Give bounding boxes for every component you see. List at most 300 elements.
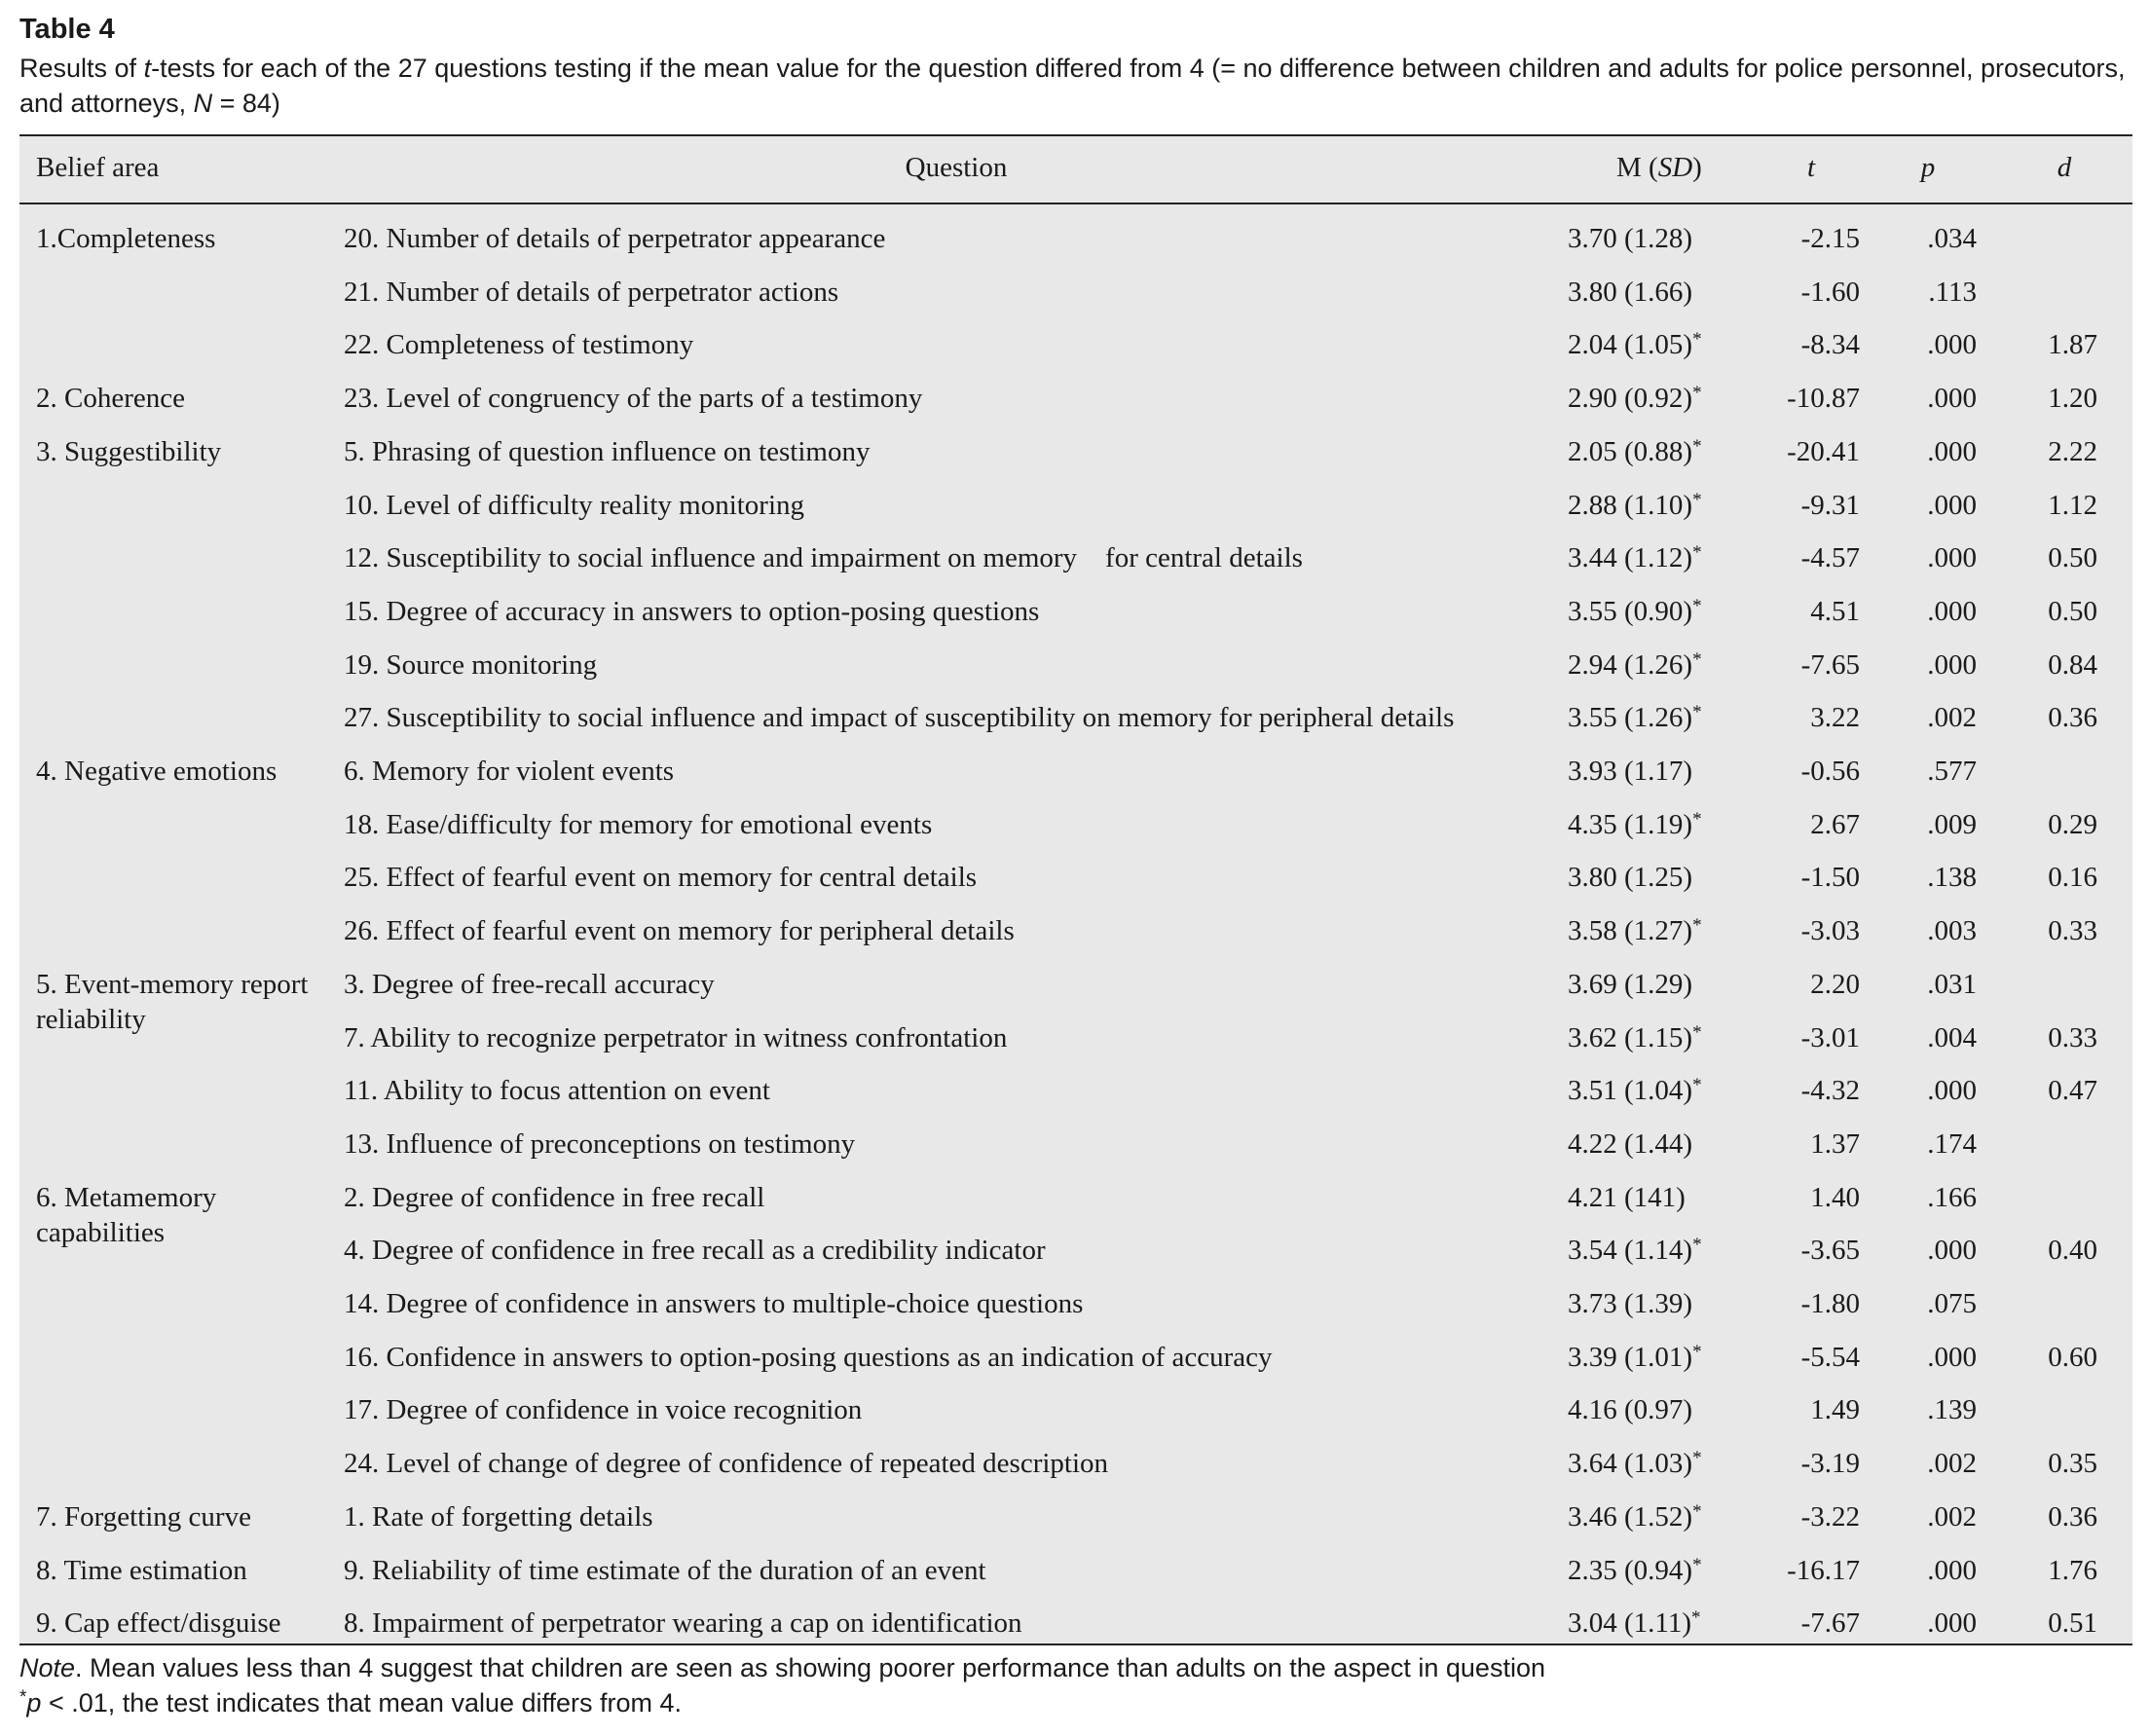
table-row [19, 376, 2132, 429]
caption-text-3: = 84) [212, 89, 280, 118]
question-cell-text: 15. Degree of accuracy in answers to option-posing questions [344, 595, 1040, 627]
significance-star: * [1692, 808, 1702, 830]
question-cell [344, 1127, 855, 1162]
p-value-cell [1899, 1073, 1977, 1108]
question-cell-text: 18. Ease/difficulty for memory for emotional events [344, 808, 933, 840]
mean-sd-cell [1568, 381, 1702, 416]
d-value-cell [2016, 1553, 2097, 1588]
p-value-cell-text: .000 [1927, 329, 1977, 361]
table-row [19, 643, 2132, 696]
note-line-2 [19, 1685, 1545, 1720]
question-cell [344, 700, 1454, 735]
question-cell [344, 1392, 862, 1427]
table-row [19, 1441, 2132, 1495]
table-header [19, 136, 2132, 204]
question-cell [344, 967, 715, 1002]
mean-sd-cell [1568, 221, 1692, 256]
question-cell [344, 1180, 764, 1215]
t-value-cell [1733, 860, 1860, 895]
table-row [19, 1068, 2132, 1122]
p-value-cell [1899, 540, 1977, 575]
question-cell [344, 540, 1303, 575]
t-value-cell [1733, 434, 1860, 469]
mean-sd-cell [1568, 488, 1702, 523]
belief-area-cell-text: 9. Cap effect/disguise [36, 1607, 281, 1640]
p-value-cell-text: .174 [1927, 1127, 1977, 1160]
header-p-label: p [1920, 152, 1936, 183]
mean-sd-cell-text: 2.88 (1.10) [1568, 489, 1693, 521]
question-cell-text: 14. Degree of confidence in answers to multiple-choice questions [344, 1288, 1084, 1319]
p-value-cell [1899, 700, 1977, 735]
question-cell-text: 13. Influence of preconceptions on testimony [344, 1127, 856, 1160]
t-value-cell [1733, 327, 1860, 362]
p-value-cell [1899, 488, 1977, 523]
belief-area-cell-text: 3. Suggestibility [36, 435, 222, 467]
belief-area-cell [36, 1553, 328, 1588]
question-cell-text: 19. Source monitoring [344, 648, 598, 681]
question-cell [344, 381, 922, 416]
d-value-cell [2016, 1606, 2097, 1641]
mean-sd-cell [1568, 434, 1702, 469]
mean-sd-cell [1568, 1233, 1702, 1268]
mean-sd-cell [1568, 1553, 1702, 1588]
d-value-cell-text: 0.50 [2048, 542, 2097, 574]
p-value-cell [1899, 327, 1977, 362]
table-row [19, 1335, 2132, 1388]
t-value-cell-text: -9.31 [1800, 489, 1860, 521]
table-row [19, 1175, 2132, 1248]
t-value-cell [1733, 1392, 1860, 1427]
mean-sd-cell [1568, 540, 1702, 575]
t-value-cell [1733, 1233, 1860, 1268]
d-value-cell-text: 0.16 [2048, 862, 2097, 894]
p-value-cell-text: .000 [1927, 435, 1977, 467]
t-value-cell-text: -16.17 [1787, 1554, 1860, 1586]
d-value-cell-text: 0.50 [2048, 595, 2097, 627]
belief-area-cell [36, 221, 328, 256]
caption-text-1: Results of [19, 54, 144, 83]
mean-sd-cell [1568, 1606, 1701, 1641]
belief-area-cell [36, 754, 328, 789]
p-value-cell [1899, 647, 1977, 683]
table-row [19, 322, 2132, 376]
t-value-cell-text: -3.22 [1800, 1500, 1860, 1533]
t-value-cell-text: -10.87 [1787, 383, 1860, 415]
note-star: * [19, 1687, 27, 1708]
p-value-cell [1899, 1392, 1977, 1427]
t-value-cell-text: 2.67 [1810, 808, 1860, 840]
table-row [19, 1387, 2132, 1441]
header-belief-area: Belief area [36, 152, 160, 183]
question-cell-text: 26. Effect of fearful event on memory for peripheral details [344, 915, 1015, 947]
p-value-cell-text: .000 [1927, 383, 1977, 415]
mean-sd-cell-text: 3.58 (1.27) [1568, 915, 1693, 947]
p-value-cell [1899, 1340, 1977, 1375]
question-cell-text: 12. Susceptibility to social influence and impairment on memory for central details [344, 542, 1303, 574]
p-value-cell-text: .002 [1927, 702, 1977, 734]
question-cell-text: 24. Level of change of degree of confidence of repeated description [344, 1448, 1109, 1480]
d-value-cell [2016, 594, 2097, 629]
table-label: Table 4 [19, 14, 115, 45]
d-value-cell [2016, 1020, 2097, 1055]
header-p [1909, 150, 1947, 185]
t-value-cell [1733, 754, 1860, 789]
d-value-cell [2016, 913, 2097, 948]
d-value-cell [2016, 807, 2097, 842]
d-value-cell-text: 0.33 [2048, 1021, 2097, 1053]
d-value-cell-text: 0.36 [2048, 702, 2097, 734]
table-row [19, 855, 2132, 908]
note-p-italic: p [26, 1688, 42, 1718]
question-cell-text: 4. Degree of confidence in free recall as a credibility indicator [344, 1235, 1046, 1267]
header-t-label: t [1806, 152, 1816, 183]
mean-sd-cell [1568, 1446, 1702, 1481]
question-cell [344, 1286, 1083, 1321]
mean-sd-cell [1568, 1020, 1702, 1055]
header-d-label: d [2057, 152, 2072, 183]
p-value-cell-text: .000 [1927, 1075, 1977, 1107]
table-row [19, 483, 2132, 536]
question-cell [344, 1446, 1108, 1481]
t-value-cell [1733, 967, 1860, 1002]
mean-sd-cell-text: 3.44 (1.12) [1568, 542, 1693, 574]
mean-sd-cell-text: 3.64 (1.03) [1568, 1448, 1693, 1480]
p-value-cell-text: .000 [1927, 542, 1977, 574]
significance-star: * [1692, 329, 1702, 351]
p-value-cell [1899, 754, 1977, 789]
significance-star: * [1692, 1448, 1702, 1469]
question-cell-text: 23. Level of congruency of the parts of a testimony [344, 383, 923, 415]
results-table [19, 134, 2132, 1645]
question-cell-text: 7. Ability to recognize perpetrator in witness confrontation [344, 1021, 1008, 1053]
question-cell [344, 754, 674, 789]
d-value-cell [2016, 1340, 2097, 1375]
mean-sd-cell-text: 3.46 (1.52) [1568, 1500, 1693, 1533]
d-value-cell-text: 1.20 [2048, 383, 2097, 415]
note-label: Note [19, 1653, 76, 1682]
d-value-cell [2016, 1233, 2097, 1268]
question-cell [344, 1553, 986, 1588]
t-value-cell [1733, 1020, 1860, 1055]
mean-sd-cell [1568, 1073, 1702, 1108]
belief-area-cell-text: 7. Forgetting curve [36, 1500, 251, 1533]
mean-sd-cell [1568, 327, 1702, 362]
t-value-cell-text: 1.37 [1810, 1127, 1860, 1160]
significance-star: * [1692, 435, 1702, 457]
d-value-cell [2016, 540, 2097, 575]
caption-n-italic: N [193, 89, 213, 118]
p-value-cell-text: .138 [1927, 862, 1977, 894]
significance-star: * [1692, 1235, 1702, 1256]
p-value-cell [1899, 1499, 1977, 1534]
p-value-cell-text: .166 [1927, 1181, 1977, 1213]
belief-area-cell-text: 6. Metamemory capabilities [36, 1181, 217, 1248]
question-cell-text: 6. Memory for violent events [344, 756, 675, 787]
p-value-cell-text: .000 [1927, 1235, 1977, 1267]
p-value-cell [1899, 275, 1977, 310]
p-value-cell-text: .009 [1927, 808, 1977, 840]
table-row [19, 695, 2132, 749]
table-row [19, 962, 2132, 1035]
header-m-prefix: M ( [1616, 152, 1658, 183]
t-value-cell [1733, 1499, 1860, 1534]
caption-t-italic: t [143, 54, 152, 83]
t-value-cell-text: -3.65 [1800, 1235, 1860, 1267]
p-value-cell-text: .000 [1927, 1554, 1977, 1586]
question-cell-text: 10. Level of difficulty reality monitoring [344, 489, 805, 521]
question-cell-text: 22. Completeness of testimony [344, 329, 694, 361]
header-mean-sd [1616, 150, 1702, 185]
p-value-cell-text: .003 [1927, 915, 1977, 947]
mean-sd-cell-text: 4.16 (0.97) [1568, 1394, 1693, 1426]
mean-sd-cell [1568, 1340, 1702, 1375]
d-value-cell-text: 0.51 [2048, 1607, 2097, 1640]
t-value-cell [1733, 807, 1860, 842]
table-row [19, 270, 2132, 323]
p-value-cell [1899, 1127, 1977, 1162]
question-cell-text: 25. Effect of fearful event on memory for central details [344, 862, 978, 894]
table-row [19, 1228, 2132, 1281]
p-value-cell [1899, 860, 1977, 895]
belief-area-cell-text: 5. Event-memory report reliability [36, 968, 309, 1035]
p-value-cell [1899, 1020, 1977, 1055]
header-t [1792, 150, 1831, 185]
belief-area-cell-text: 1.Completeness [36, 223, 216, 254]
question-cell-text: 17. Degree of confidence in voice recognition [344, 1394, 863, 1426]
p-value-cell-text: .000 [1927, 489, 1977, 521]
mean-sd-cell [1568, 860, 1692, 895]
t-value-cell [1733, 1553, 1860, 1588]
header-question: Question [905, 152, 1008, 183]
p-value-cell-text: .000 [1927, 595, 1977, 627]
mean-sd-cell-text: 3.93 (1.17) [1568, 756, 1693, 787]
t-value-cell-text: -3.19 [1800, 1448, 1860, 1480]
d-value-cell [2016, 1499, 2097, 1534]
mean-sd-cell [1568, 807, 1702, 842]
mean-sd-cell-text: 3.39 (1.01) [1568, 1341, 1693, 1373]
significance-star: * [1692, 1021, 1702, 1043]
d-value-cell-text: 0.84 [2048, 648, 2097, 681]
question-cell-text: 21. Number of details of perpetrator actions [344, 276, 839, 308]
question-cell [344, 594, 1039, 629]
question-cell [344, 1020, 1007, 1055]
belief-area-cell [36, 434, 328, 469]
t-value-cell-text: -1.60 [1800, 276, 1860, 308]
t-value-cell-text: -20.41 [1787, 435, 1860, 467]
caption-text-2: -tests for each of the 27 questions testing if the mean value for the question differed from 4 (= no difference between children and adults for police personnel, prosecutors, and attorneys, [19, 54, 2126, 118]
p-value-cell-text: .000 [1927, 648, 1977, 681]
p-value-cell-text: .075 [1927, 1288, 1977, 1319]
p-value-cell [1899, 434, 1977, 469]
t-value-cell [1733, 700, 1860, 735]
question-cell [344, 1499, 653, 1534]
question-cell-text: 3. Degree of free-recall accuracy [344, 968, 715, 1000]
significance-star: * [1692, 383, 1702, 404]
significance-star: * [1692, 1341, 1702, 1362]
mean-sd-cell [1568, 647, 1702, 683]
question-cell [344, 1340, 1273, 1375]
d-value-cell [2016, 381, 2097, 416]
significance-star: * [1691, 1607, 1701, 1629]
table-row [19, 1601, 2132, 1654]
belief-area-cell [36, 1606, 328, 1641]
significance-star: * [1692, 915, 1702, 937]
t-value-cell [1733, 540, 1860, 575]
header-sd-italic: SD [1657, 152, 1693, 183]
p-value-cell [1899, 913, 1977, 948]
mean-sd-cell [1568, 275, 1692, 310]
p-value-cell-text: .004 [1927, 1021, 1977, 1053]
table-row [19, 1122, 2132, 1175]
t-value-cell-text: -1.80 [1800, 1288, 1860, 1319]
d-value-cell [2016, 647, 2097, 683]
t-value-cell [1733, 1073, 1860, 1108]
t-value-cell [1733, 1340, 1860, 1375]
t-value-cell-text: -0.56 [1800, 756, 1860, 787]
question-cell-text: 1. Rate of forgetting details [344, 1500, 653, 1533]
t-value-cell-text: -4.57 [1800, 542, 1860, 574]
question-cell-text: 9. Reliability of time estimate of the duration of an event [344, 1554, 986, 1586]
mean-sd-cell-text: 3.69 (1.29) [1568, 968, 1693, 1000]
question-cell-text: 16. Confidence in answers to option-posing questions as an indication of accuracy [344, 1341, 1273, 1373]
table-row [19, 429, 2132, 483]
mean-sd-cell-text: 2.94 (1.26) [1568, 648, 1693, 681]
t-value-cell-text: -2.15 [1800, 223, 1860, 254]
t-value-cell [1733, 1446, 1860, 1481]
question-cell-text: 5. Phrasing of question influence on testimony [344, 435, 871, 467]
mean-sd-cell-text: 3.55 (1.26) [1568, 702, 1693, 734]
significance-star: * [1692, 702, 1702, 723]
mean-sd-cell-text: 3.80 (1.25) [1568, 862, 1693, 894]
header-m-suffix: ) [1692, 152, 1702, 183]
question-cell [344, 488, 804, 523]
mean-sd-cell-text: 3.55 (0.90) [1568, 595, 1693, 627]
mean-sd-cell-text: 2.05 (0.88) [1568, 435, 1693, 467]
table-row [19, 1016, 2132, 1069]
belief-area-cell [36, 1499, 328, 1534]
d-value-cell-text: 2.22 [2048, 435, 2097, 467]
mean-sd-cell [1568, 1180, 1686, 1215]
significance-star: * [1692, 1075, 1702, 1096]
question-cell [344, 647, 597, 683]
p-value-cell [1899, 1286, 1977, 1321]
question-cell [344, 275, 838, 310]
table-row [19, 589, 2132, 643]
d-value-cell-text: 0.36 [2048, 1500, 2097, 1533]
t-value-cell [1733, 1127, 1860, 1162]
mean-sd-cell-text: 3.54 (1.14) [1568, 1235, 1693, 1267]
mean-sd-cell-text: 3.73 (1.39) [1568, 1288, 1693, 1319]
t-value-cell-text: 3.22 [1810, 702, 1860, 734]
question-cell [344, 221, 885, 256]
t-value-cell-text: -3.01 [1800, 1021, 1860, 1053]
t-value-cell-text: -4.32 [1800, 1075, 1860, 1107]
mean-sd-cell-text: 3.62 (1.15) [1568, 1021, 1693, 1053]
t-value-cell [1733, 1286, 1860, 1321]
mean-sd-cell-text: 4.35 (1.19) [1568, 808, 1693, 840]
question-cell [344, 913, 1015, 948]
t-value-cell-text: -3.03 [1800, 915, 1860, 947]
p-value-cell-text: .002 [1927, 1448, 1977, 1480]
table-row [19, 802, 2132, 856]
table-caption [19, 51, 2132, 121]
p-value-cell [1899, 1606, 1977, 1641]
mean-sd-cell-text: 4.22 (1.44) [1568, 1127, 1693, 1160]
note-text-2: < .01, the test indicates that mean value differs from 4. [41, 1688, 683, 1718]
question-cell [344, 1073, 770, 1108]
table-row [19, 1548, 2132, 1602]
question-cell [344, 1233, 1046, 1268]
d-value-cell [2016, 1446, 2097, 1481]
table-row [19, 908, 2132, 962]
significance-star: * [1692, 595, 1702, 616]
p-value-cell-text: .034 [1927, 223, 1977, 254]
significance-star: * [1692, 1554, 1702, 1575]
t-value-cell-text: -7.67 [1800, 1607, 1860, 1640]
belief-area-cell [36, 381, 328, 416]
t-value-cell [1733, 275, 1860, 310]
header-d [2045, 150, 2084, 185]
table-row [19, 1495, 2132, 1548]
p-value-cell-text: .031 [1927, 968, 1977, 1000]
question-cell [344, 860, 977, 895]
d-value-cell [2016, 327, 2097, 362]
note-text-1: . Mean values less than 4 suggest that children are seen as showing poorer performance than adults on the aspect in question [75, 1653, 1545, 1682]
table-note [19, 1650, 1545, 1720]
table-row [19, 536, 2132, 589]
mean-sd-cell [1568, 967, 1692, 1002]
t-value-cell [1733, 488, 1860, 523]
p-value-cell-text: .002 [1927, 1500, 1977, 1533]
table-row [19, 216, 2132, 270]
d-value-cell-text: 1.87 [2048, 329, 2097, 361]
question-cell [344, 327, 693, 362]
p-value-cell [1899, 594, 1977, 629]
mean-sd-cell-text: 3.80 (1.66) [1568, 276, 1693, 308]
note-line-1 [19, 1650, 1545, 1685]
mean-sd-cell-text: 3.70 (1.28) [1568, 223, 1693, 254]
d-value-cell-text: 1.12 [2048, 489, 2097, 521]
p-value-cell [1899, 221, 1977, 256]
t-value-cell-text: -1.50 [1800, 862, 1860, 894]
p-value-cell [1899, 967, 1977, 1002]
d-value-cell-text: 0.29 [2048, 808, 2097, 840]
question-cell-text: 2. Degree of confidence in free recall [344, 1181, 765, 1213]
mean-sd-cell-text: 2.04 (1.05) [1568, 329, 1693, 361]
t-value-cell-text: -7.65 [1800, 648, 1860, 681]
mean-sd-cell-text: 4.21 (141) [1568, 1181, 1686, 1213]
t-value-cell [1733, 1606, 1860, 1641]
p-value-cell [1899, 1180, 1977, 1215]
d-value-cell-text: 0.47 [2048, 1075, 2097, 1107]
d-value-cell [2016, 1073, 2097, 1108]
p-value-cell [1899, 1446, 1977, 1481]
belief-area-cell-text: 2. Coherence [36, 383, 185, 415]
t-value-cell-text: -5.54 [1800, 1341, 1860, 1373]
significance-star: * [1692, 648, 1702, 670]
t-value-cell [1733, 221, 1860, 256]
mean-sd-cell [1568, 754, 1692, 789]
question-cell-text: 20. Number of details of perpetrator appearance [344, 223, 886, 254]
d-value-cell [2016, 488, 2097, 523]
question-cell-text: 8. Impairment of perpetrator wearing a cap on identification [344, 1607, 1022, 1640]
question-cell-text: 11. Ability to focus attention on event [344, 1075, 770, 1107]
question-cell [344, 434, 870, 469]
d-value-cell-text: 0.40 [2048, 1235, 2097, 1267]
mean-sd-cell [1568, 1286, 1692, 1321]
t-value-cell-text: 4.51 [1810, 595, 1860, 627]
t-value-cell-text: 2.20 [1810, 968, 1860, 1000]
